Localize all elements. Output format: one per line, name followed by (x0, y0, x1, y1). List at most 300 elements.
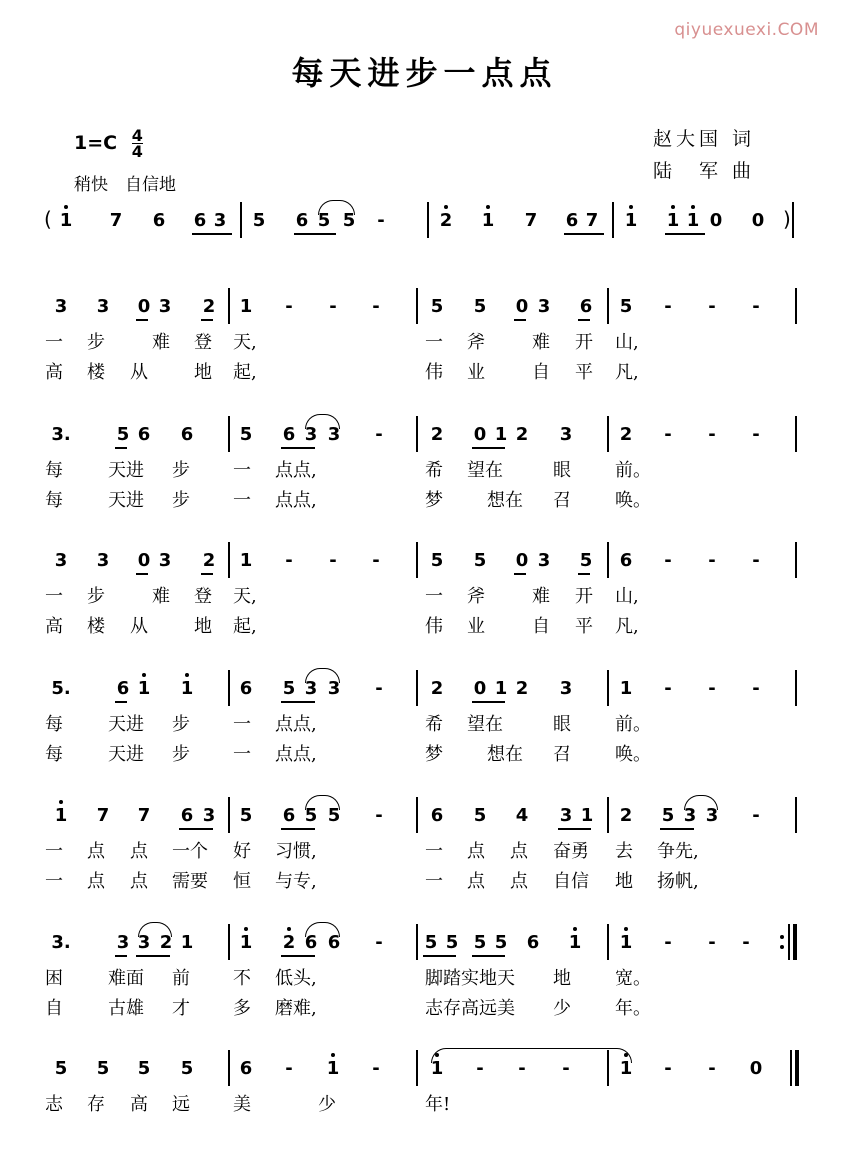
row-6-note: - (742, 932, 750, 953)
intro-note: 1 (686, 210, 700, 231)
lyric-verse-1: 脚踏实地天 (425, 968, 515, 989)
row-4-note: 3 (559, 678, 573, 699)
intro-note: 7 (109, 210, 123, 231)
row-4-note: 5 (282, 678, 296, 699)
lyric-verse-2: 想在 (487, 490, 523, 511)
lyric-verse-1: 每 (45, 714, 63, 735)
row-6-note: 1 (180, 932, 194, 953)
row-2-note: 2 (430, 424, 444, 445)
row-4-note: - (375, 678, 383, 699)
lyric-verse-1: 一 (45, 332, 63, 353)
row-7-octave-dot (331, 1053, 335, 1057)
lyric-verse-1: 高 (130, 1094, 148, 1115)
row-5-barline (607, 797, 609, 833)
row-5-beam (660, 828, 694, 830)
row-5-beam (558, 828, 591, 830)
row-2-beam (115, 447, 127, 449)
row-2-note: 6 (180, 424, 194, 445)
lyric-verse-2: 业 (467, 616, 485, 637)
row-1-note: 3 (54, 296, 68, 317)
row-3-note: 5 (430, 550, 444, 571)
lyric-verse-1: 登 (194, 586, 212, 607)
intro-note: 6 (295, 210, 309, 231)
intro-note: 3 (213, 210, 227, 231)
row-3-note: 0 (137, 550, 151, 571)
lyric-verse-2: 唤。 (615, 744, 651, 765)
row-2-note: 2 (619, 424, 633, 445)
lyric-verse-1: 天进 (108, 460, 144, 481)
lyric-verse-1: 开 (575, 586, 593, 607)
lyric-verse-2: 唤。 (615, 490, 651, 511)
row-1-note: - (708, 296, 716, 317)
lyric-verse-1: 远 (172, 1094, 190, 1115)
row-4-barline (795, 670, 797, 706)
row-2-note: 0 (473, 424, 487, 445)
row-4-note: 1 (180, 678, 194, 699)
lyric-verse-1: 一个 (172, 841, 208, 862)
lyric-verse-1: 前 (172, 968, 190, 989)
lyric-verse-2: 步 (172, 744, 190, 765)
row-3-barline (416, 542, 418, 578)
intro-note: 5 (342, 210, 356, 231)
lyric-verse-2: 楼 (87, 362, 105, 383)
intro-note: 0 (751, 210, 765, 231)
row-1-beam (578, 319, 590, 321)
lyric-verse-2: 才 (172, 998, 190, 1019)
row-6-beam (423, 955, 456, 957)
lyric-verse-2: 梦 (425, 490, 443, 511)
row-3-beam (578, 573, 590, 575)
lyric-verse-1: 年! (425, 1094, 451, 1115)
lyric-verse-2: 步 (172, 490, 190, 511)
song-title: 每天进步一点点 (291, 54, 558, 92)
lyric-verse-2: 与专, (275, 871, 317, 892)
lyric-verse-2: 点 (130, 871, 148, 892)
intro-barline (792, 202, 794, 238)
key-label: 1=C (74, 132, 118, 154)
lyric-verse-1: 地 (553, 968, 571, 989)
row-6-beam (472, 955, 505, 957)
intro-beam (294, 233, 336, 235)
row-3-note: - (708, 550, 716, 571)
intro-octave-dot (486, 205, 490, 209)
row-1-barline (607, 288, 609, 324)
lyric-verse-1: 奋勇 (553, 841, 589, 862)
lyric-verse-2: 志存高远美 (425, 998, 515, 1019)
row-4-beam (472, 701, 505, 703)
row-2-note: 3 (559, 424, 573, 445)
row-1-note: 5 (473, 296, 487, 317)
row-4-barline (607, 670, 609, 706)
row-3-note: 3 (537, 550, 551, 571)
lyric-verse-2: 扬帆, (657, 871, 699, 892)
lyric-verse-1: 点 (467, 841, 485, 862)
final-thick-barline (795, 1050, 799, 1086)
lyric-verse-2: 少 (553, 998, 571, 1019)
row-6-note: 3 (116, 932, 130, 953)
lyric-verse-1: 斧 (467, 586, 485, 607)
intro-note: 1 (666, 210, 680, 231)
row-7-tie (431, 1048, 632, 1063)
row-7-barline (607, 1050, 609, 1086)
lyric-verse-1: 点点, (275, 460, 317, 481)
lyric-verse-1: 不 (233, 968, 251, 989)
row-1-note: 5 (619, 296, 633, 317)
row-4-octave-dot (142, 673, 146, 677)
lyric-verse-1: 宽。 (615, 968, 651, 989)
lyric-verse-1: 美 (233, 1094, 251, 1115)
row-5-note: 6 (282, 805, 296, 826)
row-7-barline (416, 1050, 418, 1086)
row-3-note: 3 (96, 550, 110, 571)
row-6-note: 1 (568, 932, 582, 953)
row-1-note: 2 (202, 296, 216, 317)
lyric-verse-2: 平 (575, 362, 593, 383)
row-4-beam (115, 701, 127, 703)
row-1-note: - (329, 296, 337, 317)
row-6-barline (416, 924, 418, 960)
lyric-verse-2: 古雄 (108, 998, 144, 1019)
row-5-note: 7 (137, 805, 151, 826)
lyric-verse-1: 斧 (467, 332, 485, 353)
lyric-verse-1: 志 (45, 1094, 63, 1115)
row-2-note: 5 (239, 424, 253, 445)
lyric-verse-1: 一 (233, 460, 251, 481)
row-4-tie (305, 668, 340, 683)
lyric-verse-2: 从 (130, 616, 148, 637)
row-3-note: - (285, 550, 293, 571)
row-6-barline (228, 924, 230, 960)
row-6-octave-dot (573, 927, 577, 931)
lyric-verse-2: 自 (532, 362, 550, 383)
row-2-barline (416, 416, 418, 452)
row-2-barline (607, 416, 609, 452)
lyric-verse-1: 山, (615, 332, 639, 353)
row-3-note: 1 (239, 550, 253, 571)
row-5-note: 6 (180, 805, 194, 826)
row-3-note: 3 (54, 550, 68, 571)
lyric-verse-2: 一 (45, 871, 63, 892)
lyric-verse-1: 天, (233, 586, 257, 607)
row-6-note: - (664, 932, 672, 953)
row-4-note: 1 (494, 678, 508, 699)
row-6-note: - (375, 932, 383, 953)
intro-octave-dot (629, 205, 633, 209)
row-6-beam (115, 955, 127, 957)
intro-note: 0 (709, 210, 723, 231)
final-thin-barline (790, 1050, 792, 1086)
row-5-note: 3 (202, 805, 216, 826)
row-4-note: 6 (239, 678, 253, 699)
row-3-note: - (329, 550, 337, 571)
intro-note: 7 (524, 210, 538, 231)
row-4-note: 3 (327, 678, 341, 699)
row-3-note: - (372, 550, 380, 571)
row-3-barline (228, 542, 230, 578)
repeat-dot (780, 945, 784, 949)
lyric-verse-2: 自信 (553, 871, 589, 892)
key-signature (74, 128, 143, 159)
row-5-octave-dot (59, 800, 63, 804)
row-7-note: - (708, 1058, 716, 1079)
intro-barline (240, 202, 242, 238)
intro-note: 5 (252, 210, 266, 231)
row-1-barline (228, 288, 230, 324)
row-6-beam (136, 955, 170, 957)
lyric-verse-2: 召 (553, 744, 571, 765)
lyric-verse-2: 磨难, (275, 998, 317, 1019)
lyric-verse-1: 天, (233, 332, 257, 353)
row-5-barline (795, 797, 797, 833)
intro-note: 7 (585, 210, 599, 231)
row-6-note: 5 (473, 932, 487, 953)
row-3-note: 3 (158, 550, 172, 571)
row-1-note: 1 (239, 296, 253, 317)
row-3-note: - (664, 550, 672, 571)
row-5-note: 5 (304, 805, 318, 826)
row-5-barline (228, 797, 230, 833)
row-5-note: 3 (705, 805, 719, 826)
row-6-octave-dot (624, 927, 628, 931)
row-7-note: - (372, 1058, 380, 1079)
lyric-verse-1: 望在 (467, 460, 503, 481)
intro-octave-dot (64, 205, 68, 209)
row-2-note: 2 (515, 424, 529, 445)
row-6-barline (607, 924, 609, 960)
lyric-verse-1: 点 (510, 841, 528, 862)
repeat-thin-barline (788, 924, 790, 960)
row-1-note: - (285, 296, 293, 317)
lyric-verse-2: 点 (87, 871, 105, 892)
lyric-verse-2: 楼 (87, 616, 105, 637)
row-7-note: 5 (180, 1058, 194, 1079)
row-7-note: 1 (619, 1058, 633, 1079)
intro-note: 2 (439, 210, 453, 231)
lyric-verse-2: 凡, (615, 616, 639, 637)
intro-note: 1 (481, 210, 495, 231)
row-6-note: 2 (282, 932, 296, 953)
row-6-note: 6 (304, 932, 318, 953)
lyric-verse-2: 召 (553, 490, 571, 511)
lyric-verse-1: 难 (532, 332, 550, 353)
intro-paren-close: ) (783, 207, 791, 231)
row-2-note: 5 (116, 424, 130, 445)
lyric-verse-2: 一 (425, 871, 443, 892)
lyric-verse-1: 难 (152, 586, 170, 607)
time-signature (132, 128, 143, 159)
lyric-verse-2: 地 (194, 616, 212, 637)
intro-tie (318, 200, 355, 215)
row-4-note: 5. (51, 678, 71, 699)
row-1-note: 3 (537, 296, 551, 317)
lyric-verse-2: 伟 (425, 616, 443, 637)
intro-barline (427, 202, 429, 238)
lyric-verse-1: 好 (233, 841, 251, 862)
intro-barline (612, 202, 614, 238)
row-1-note: - (752, 296, 760, 317)
lyric-verse-2: 地 (194, 362, 212, 383)
lyric-verse-1: 一 (425, 586, 443, 607)
lyric-verse-2: 点点, (275, 744, 317, 765)
row-4-note: - (708, 678, 716, 699)
lyric-verse-1: 天进 (108, 714, 144, 735)
intro-note: 5 (317, 210, 331, 231)
intro-note: 6 (565, 210, 579, 231)
lyric-verse-1: 望在 (467, 714, 503, 735)
lyric-verse-1: 去 (615, 841, 633, 862)
lyric-verse-2: 高 (45, 616, 63, 637)
row-2-note: 1 (494, 424, 508, 445)
row-7-barline (228, 1050, 230, 1086)
lyric-verse-2: 年。 (615, 998, 651, 1019)
row-4-note: - (664, 678, 672, 699)
lyricist-credit: 赵大国 词 (653, 128, 756, 150)
lyric-verse-2: 想在 (487, 744, 523, 765)
row-2-note: 6 (137, 424, 151, 445)
row-3-note: 5 (579, 550, 593, 571)
row-2-note: 3. (51, 424, 71, 445)
intro-note: 6 (193, 210, 207, 231)
repeat-thick-barline (793, 924, 797, 960)
row-7-note: 5 (96, 1058, 110, 1079)
row-3-note: - (752, 550, 760, 571)
row-6-octave-dot (287, 927, 291, 931)
time-sig-bottom: 4 (131, 142, 143, 161)
row-1-note: - (664, 296, 672, 317)
row-5-note: 1 (54, 805, 68, 826)
row-7-note: - (285, 1058, 293, 1079)
row-7-note: 5 (54, 1058, 68, 1079)
row-7-note: 1 (326, 1058, 340, 1079)
row-5-note: 3 (559, 805, 573, 826)
intro-beam (564, 233, 604, 235)
row-6-tie (305, 922, 340, 937)
row-2-barline (228, 416, 230, 452)
intro-beam (665, 233, 705, 235)
row-5-note: 5 (239, 805, 253, 826)
row-3-barline (795, 542, 797, 578)
lyric-verse-2: 天进 (108, 490, 144, 511)
row-6-note: 6 (327, 932, 341, 953)
row-5-note: - (752, 805, 760, 826)
lyric-verse-2: 地 (615, 871, 633, 892)
row-3-beam (514, 573, 526, 575)
row-6-note: 5 (445, 932, 459, 953)
row-5-note: 5 (661, 805, 675, 826)
lyric-verse-1: 每 (45, 460, 63, 481)
lyric-verse-1: 眼 (553, 460, 571, 481)
row-2-note: - (664, 424, 672, 445)
row-3-note: 2 (202, 550, 216, 571)
row-7-note: - (476, 1058, 484, 1079)
row-6-note: 1 (619, 932, 633, 953)
row-3-note: 6 (619, 550, 633, 571)
row-4-barline (416, 670, 418, 706)
lyric-verse-1: 眼 (553, 714, 571, 735)
row-5-note: 5 (327, 805, 341, 826)
lyric-verse-1: 点点, (275, 714, 317, 735)
row-5-barline (416, 797, 418, 833)
intro-paren-open: ( (44, 207, 52, 231)
row-6-note: 3. (51, 932, 71, 953)
lyric-verse-1: 前。 (615, 460, 651, 481)
lyric-verse-1: 少 (318, 1094, 336, 1115)
lyric-verse-2: 一 (233, 744, 251, 765)
row-5-note: - (375, 805, 383, 826)
composer-credit: 陆 军 曲 (653, 160, 756, 182)
lyric-verse-1: 步 (87, 586, 105, 607)
lyric-verse-2: 每 (45, 490, 63, 511)
lyric-verse-2: 自 (45, 998, 63, 1019)
lyric-verse-2: 每 (45, 744, 63, 765)
lyric-verse-1: 希 (425, 460, 443, 481)
intro-note: 1 (59, 210, 73, 231)
lyric-verse-2: 凡, (615, 362, 639, 383)
row-1-note: 3 (158, 296, 172, 317)
intro-octave-dot (671, 205, 675, 209)
row-5-note: 2 (619, 805, 633, 826)
row-2-tie (305, 414, 340, 429)
lyric-verse-2: 恒 (233, 871, 251, 892)
tempo-marking: 稍快 自信地 (74, 175, 176, 195)
lyric-verse-2: 平 (575, 616, 593, 637)
lyric-verse-1: 习惯, (275, 841, 317, 862)
lyric-verse-1: 难 (532, 586, 550, 607)
lyric-verse-1: 难面 (108, 968, 144, 989)
row-1-barline (416, 288, 418, 324)
row-2-note: - (375, 424, 383, 445)
row-5-note: 6 (430, 805, 444, 826)
row-5-tie (684, 795, 718, 810)
intro-beam (192, 233, 232, 235)
lyric-verse-1: 一 (425, 841, 443, 862)
lyric-verse-1: 争先, (657, 841, 699, 862)
row-1-note: - (372, 296, 380, 317)
lyric-verse-1: 开 (575, 332, 593, 353)
lyric-verse-1: 存 (87, 1094, 105, 1115)
row-1-note: 6 (579, 296, 593, 317)
row-3-beam (136, 573, 148, 575)
row-5-beam (179, 828, 213, 830)
lyric-verse-2: 点点, (275, 490, 317, 511)
lyric-verse-2: 点 (510, 871, 528, 892)
row-2-note: 3 (304, 424, 318, 445)
row-2-note: 6 (282, 424, 296, 445)
row-4-note: 1 (619, 678, 633, 699)
lyric-verse-1: 步 (172, 714, 190, 735)
lyric-verse-2: 业 (467, 362, 485, 383)
time-sig-top: 4 (131, 126, 143, 145)
row-6-note: 5 (494, 932, 508, 953)
row-7-note: 1 (430, 1058, 444, 1079)
row-4-note: 3 (304, 678, 318, 699)
row-3-beam (201, 573, 213, 575)
lyric-verse-1: 点 (87, 841, 105, 862)
row-4-note: 2 (430, 678, 444, 699)
lyric-verse-2: 需要 (172, 871, 208, 892)
row-7-note: 5 (137, 1058, 151, 1079)
lyric-verse-1: 一 (425, 332, 443, 353)
row-6-octave-dot (244, 927, 248, 931)
row-7-note: - (664, 1058, 672, 1079)
row-7-note: - (562, 1058, 570, 1079)
intro-note: 6 (152, 210, 166, 231)
intro-octave-dot (444, 205, 448, 209)
row-6-note: - (708, 932, 716, 953)
row-1-beam (201, 319, 213, 321)
row-6-note: 5 (424, 932, 438, 953)
row-2-beam (472, 447, 505, 449)
